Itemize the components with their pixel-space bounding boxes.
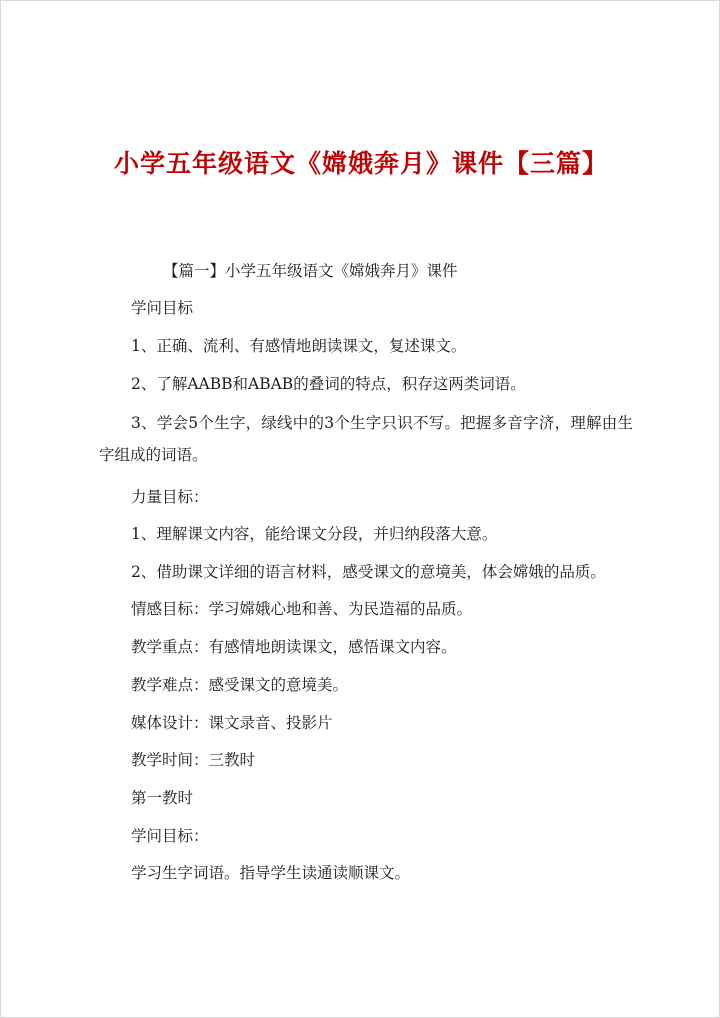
text-line: 力量目标：: [131, 488, 209, 506]
text-line: 学习生字词语。指导学生读通读顺课文。: [131, 864, 411, 882]
text-line: 媒体设计：课文录音、投影片: [131, 714, 333, 732]
text-line: 2、了解AABB和ABAB的叠词的特点，积存这两类词语。: [131, 375, 526, 393]
section-heading: 【篇一】小学五年级语文《嫦娥奔月》课件: [163, 262, 458, 280]
text-paragraph: 3、学会5个生字，绿线中的3个生字只识不写。把握多音字济，理解由生字组成的词语。: [99, 414, 633, 464]
text-line: 学问目标：: [131, 827, 209, 845]
text-line: 2、借助课文详细的语言材料，感受课文的意境美，体会嫦娥的品质。: [131, 563, 606, 581]
text-line: 教学重点：有感情地朗读课文，感悟课文内容。: [131, 638, 457, 656]
text-line: 第一教时: [131, 789, 194, 807]
text-line: 1、正确、流利、有感情地朗读课文，复述课文。: [131, 337, 467, 355]
text-line: 教学难点：感受课文的意境美。: [131, 676, 349, 694]
text-line: 学问目标: [131, 299, 194, 317]
document-title: 小学五年级语文《嫦娥奔月》课件【三篇】: [113, 149, 608, 178]
text-line: 教学时间：三教时: [131, 751, 256, 769]
text-line: 1、理解课文内容，能给课文分段，并归纳段落大意。: [131, 525, 498, 543]
text-line: 情感目标：学习嫦娥心地和善、为民造福的品质。: [131, 600, 473, 618]
